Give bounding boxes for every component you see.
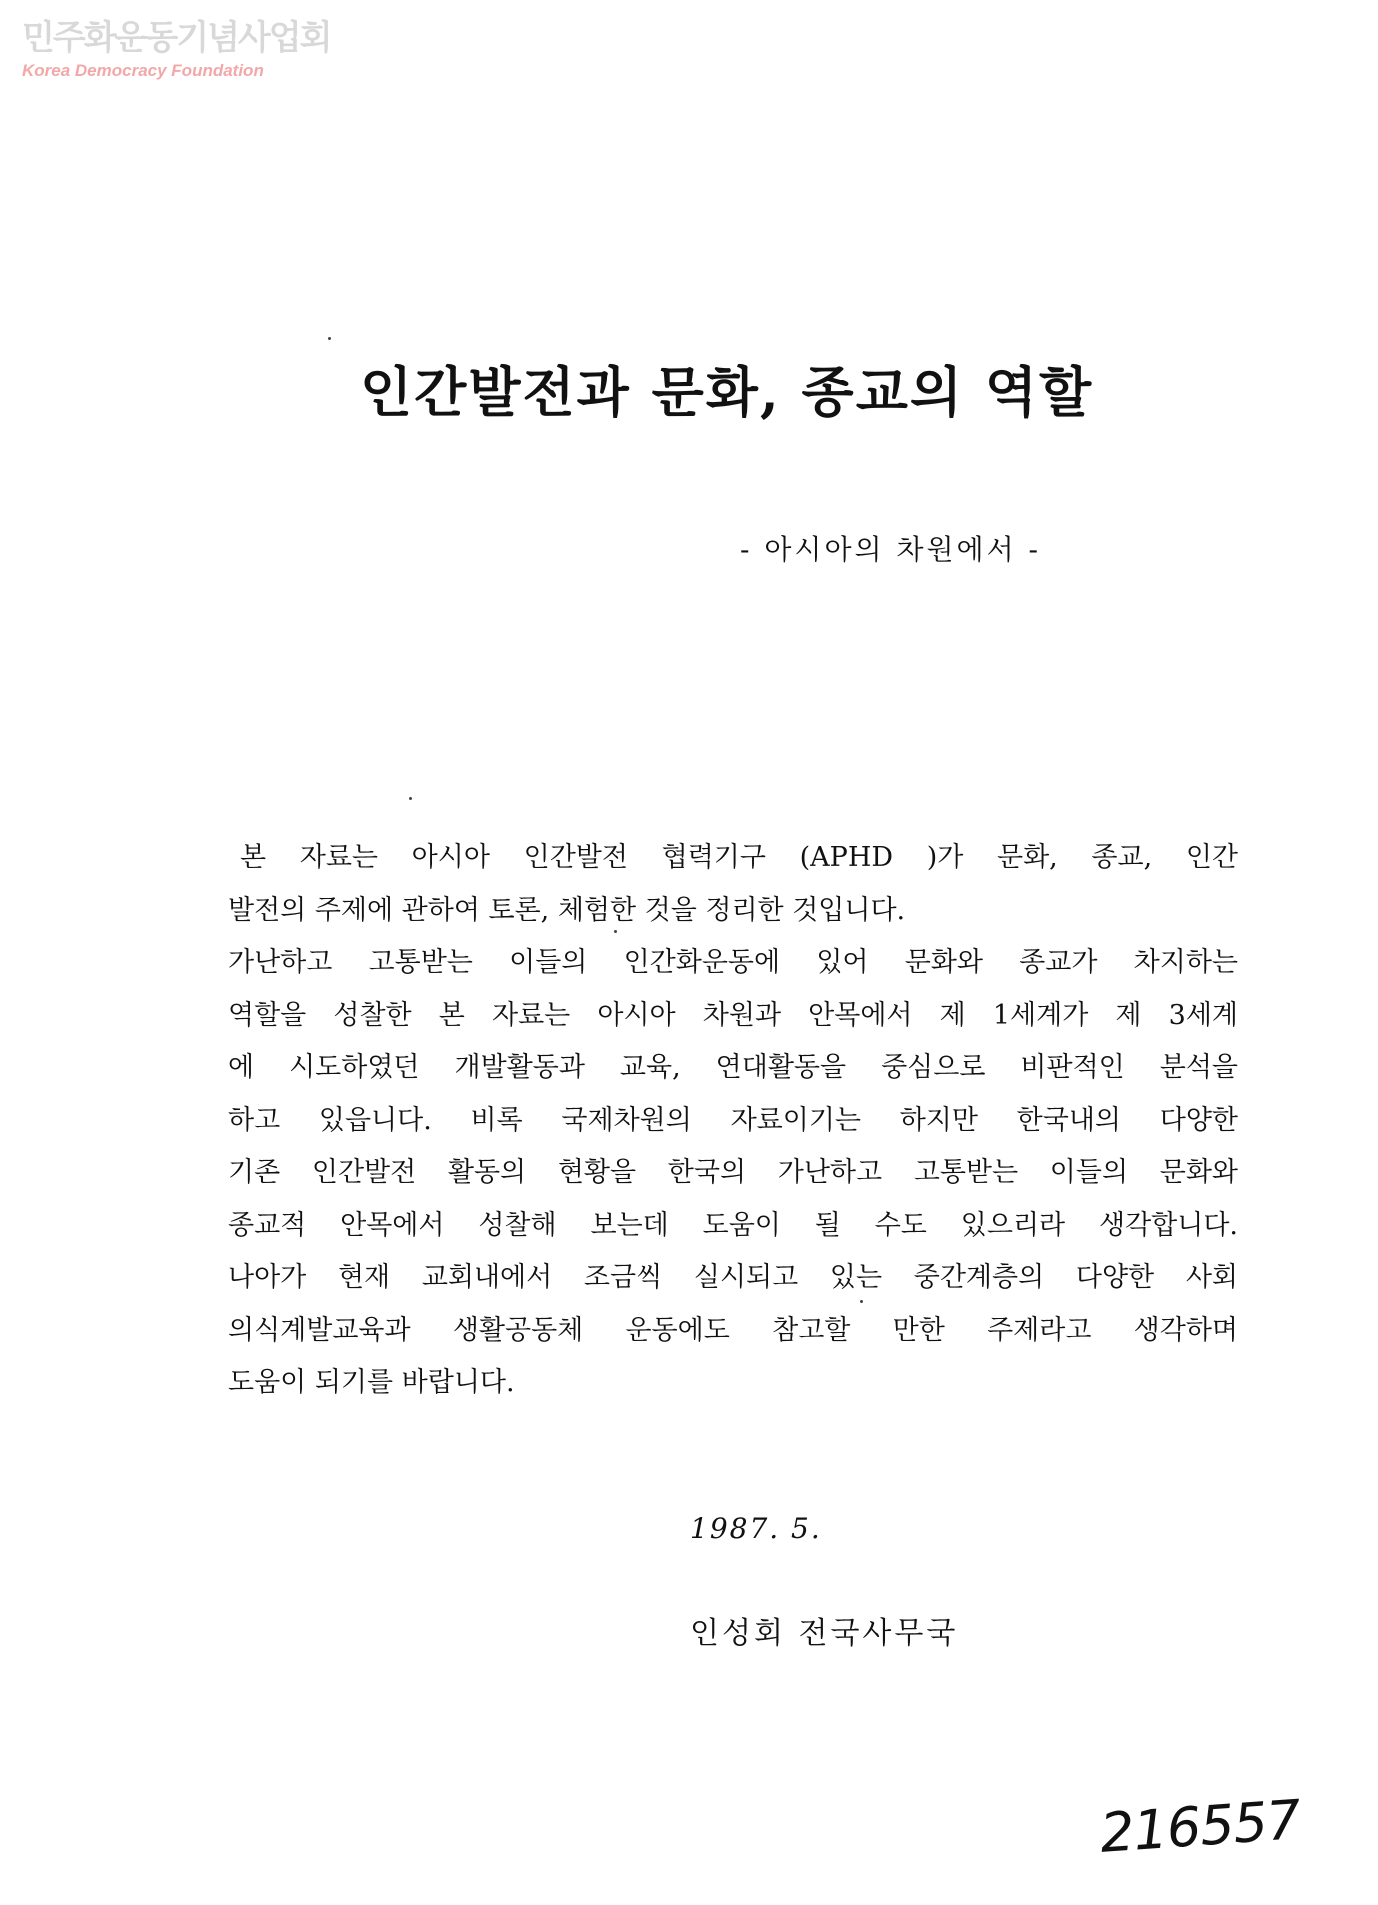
body-line: 종교적 안목에서 성찰해 보는데 도움이 될 수도 있으리라 생각합니다. [228,1209,1238,1241]
body-line: 나아가 현재 교회내에서 조금씩 실시되고 있는 중간계층의 다양한 사회 [228,1262,1238,1293]
body-line: 에 시도하였던 개발활동과 교육, 연대활동을 중심으로 비판적인 분석을 [228,1052,1238,1083]
watermark-english: Korea Democracy Foundation [22,61,264,80]
body-line: 본 자료는 아시아 인간발전 협력기구 (APHD )가 문화, 종교, 인간 [240,842,1238,873]
body-line: 역할을 성찰한 본 자료는 아시아 차원과 안목에서 제 1세계가 제 3세계 [228,999,1238,1031]
body-line: 도움이 되기를 바랍니다. [228,1367,515,1398]
watermark [22,18,331,82]
body-line: 의식계발교육과 생활공동체 운동에도 참고할 만한 주제라고 생각하며 [228,1314,1238,1346]
watermark-korean: 민주화운동기념사업회 [22,18,331,58]
scan-speck [409,797,412,800]
scan-speck [860,1300,863,1303]
scan-speck [614,930,617,933]
document-subtitle: - 아시아의 차원에서 - [740,533,1042,566]
document-date: 1987. 5. [690,1512,822,1545]
document-signature: 인성회 전국사무국 [690,1616,959,1651]
document-title: 인간발전과 문화, 종교의 역할 [360,360,1094,424]
body-line: 발전의 주제에 관하여 토론, 체험한 것을 정리한 것입니다. [228,894,906,926]
body-paragraph [228,832,1238,1410]
body-line: 기존 인간발전 활동의 현황을 한국의 가난하고 고통받는 이들의 문화와 [228,1157,1238,1188]
body-line: 가난하고 고통받는 이들의 인간화운동에 있어 문화와 종교가 차지하는 [228,947,1238,978]
body-line: 하고 있읍니다. 비록 국제차원의 자료이기는 하지만 한국내의 다양한 [228,1104,1238,1136]
handwritten-document-number: 216557 [1098,1788,1303,1865]
scan-speck [328,337,331,340]
